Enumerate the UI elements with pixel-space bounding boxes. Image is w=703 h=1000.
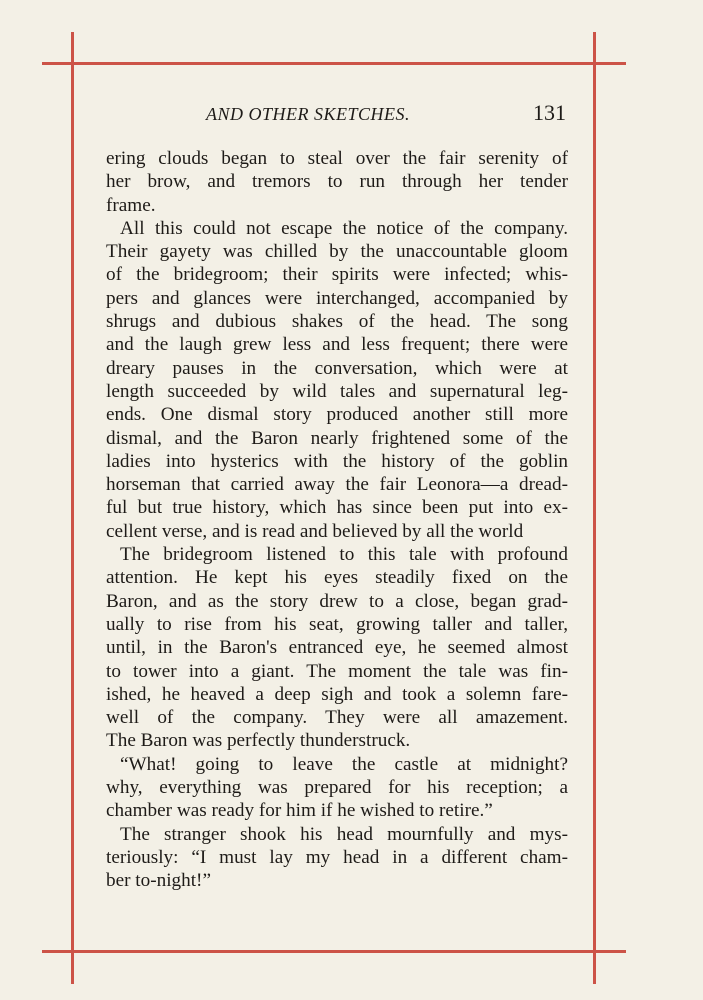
border-rule-top <box>42 62 626 65</box>
text-line: Baron, and as the story drew to a close, began grad- <box>106 590 568 612</box>
border-rule-right <box>593 32 596 984</box>
text-line: and the laugh grew less and less frequent; there were <box>106 334 568 356</box>
page-header <box>106 98 568 132</box>
text-line: cellent verse, and is read and believed by all the world <box>106 520 524 542</box>
text-line: of the bridegroom; their spirits were infected; whis- <box>106 264 568 286</box>
text-line: ladies into hysterics with the history of the goblin <box>106 450 568 472</box>
text-line: her brow, and tremors to run through her tender <box>106 171 568 193</box>
border-rule-left <box>71 32 74 984</box>
text-line: ished, he heaved a deep sigh and took a solemn fare- <box>106 683 568 705</box>
text-line: ful but true history, which has since been put into ex- <box>106 497 568 519</box>
running-title: AND OTHER SKETCHES. <box>206 104 411 124</box>
text-line: to tower into a giant. The moment the tale was fin- <box>106 660 568 682</box>
text-line: dismal, and the Baron nearly frightened some of the <box>106 427 568 449</box>
text-line: until, in the Baron's entranced eye, he seemed almost <box>106 637 568 659</box>
text-line: frame. <box>106 194 156 216</box>
text-line: pers and glances were interchanged, accompanied by <box>106 287 568 309</box>
page-number: 131 <box>533 100 566 125</box>
text-line: length succeeded by wild tales and supernatural leg- <box>106 380 568 402</box>
text-line: chamber was ready for him if he wished to retire.” <box>106 800 493 822</box>
text-line: teriously: “I must lay my head in a different cham- <box>106 846 568 868</box>
text-line: The bridegroom listened to this tale with profound <box>120 544 568 566</box>
text-line: dreary pauses in the conversation, which were at <box>106 357 568 379</box>
text-line: “What! going to leave the castle at midnight? <box>120 753 568 775</box>
text-line: why, everything was prepared for his reception; a <box>106 777 568 799</box>
border-rule-bottom <box>42 950 626 953</box>
body-text <box>106 147 568 893</box>
text-line: The stranger shook his head mournfully and mys- <box>120 823 568 845</box>
text-line: ering clouds began to steal over the fair serenity of <box>106 148 568 169</box>
text-line: well of the company. They were all amazement. <box>106 707 568 729</box>
text-line: The Baron was perfectly thunderstruck. <box>106 730 411 752</box>
text-line: ually to rise from his seat, growing taller and taller, <box>106 613 568 635</box>
text-line: ends. One dismal story produced another still more <box>106 404 568 426</box>
text-line: shrugs and dubious shakes of the head. The song <box>106 311 568 333</box>
text-line: attention. He kept his eyes steadily fixed on the <box>106 567 568 589</box>
text-line: All this could not escape the notice of the company. <box>120 217 568 239</box>
text-line: Their gayety was chilled by the unaccountable gloom <box>106 241 568 263</box>
text-line: ber to-night!” <box>106 870 211 892</box>
text-line: horseman that carried away the fair Leonora—a dread- <box>106 474 568 496</box>
